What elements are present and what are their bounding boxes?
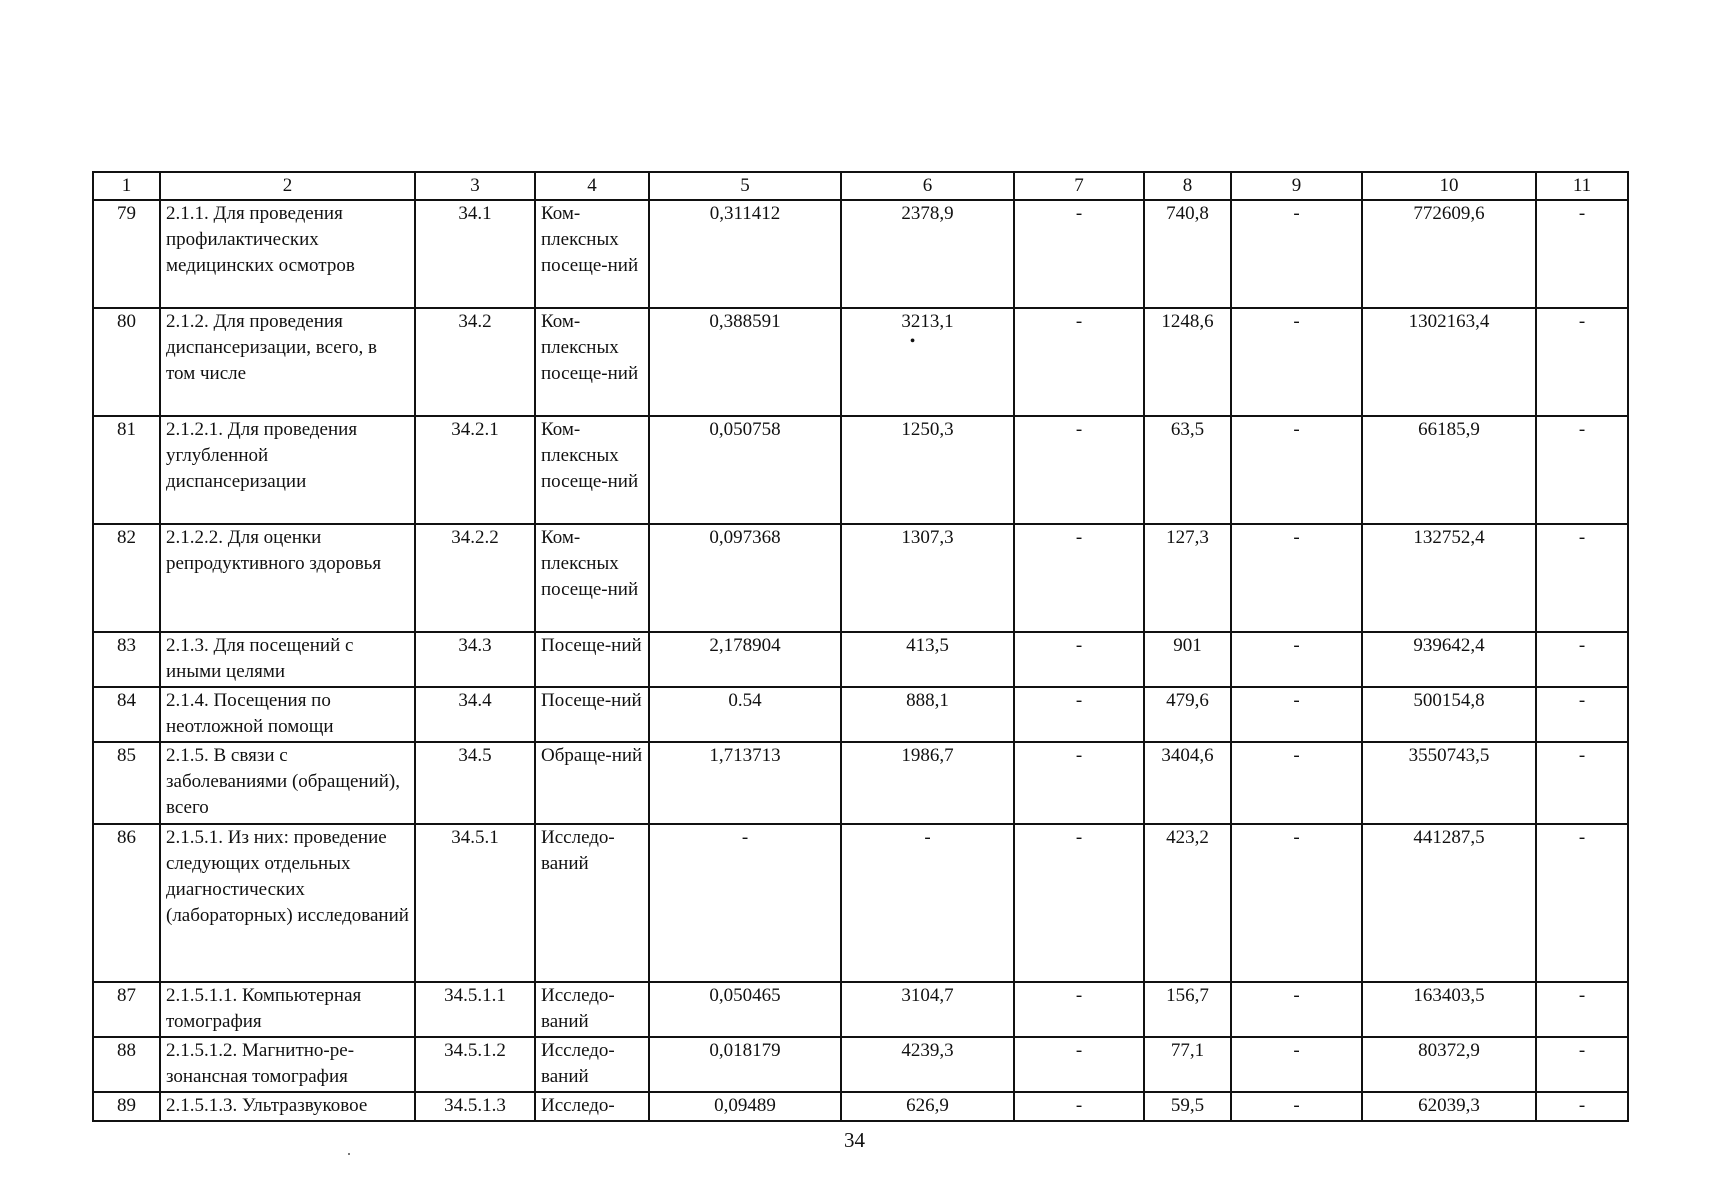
cell-col10: 441287,5 <box>1362 824 1536 982</box>
column-header: 3 <box>415 172 535 200</box>
row-unit: Исследо-ваний <box>535 982 649 1037</box>
cell-col10: 62039,3 <box>1362 1092 1536 1121</box>
data-table <box>92 171 1629 1122</box>
row-number: 88 <box>93 1037 160 1092</box>
column-header: 8 <box>1144 172 1231 200</box>
column-header: 6 <box>841 172 1014 200</box>
cell-col7: - <box>1014 200 1144 308</box>
row-unit: Исследо-ваний <box>535 1037 649 1092</box>
cell-col11: - <box>1536 687 1628 742</box>
cell-col10: 3550743,5 <box>1362 742 1536 824</box>
cell-col6: 1307,3 <box>841 524 1014 632</box>
cell-col10: 66185,9 <box>1362 416 1536 524</box>
cell-col11: - <box>1536 1092 1628 1121</box>
cell-col10: 80372,9 <box>1362 1037 1536 1092</box>
cell-col10: 163403,5 <box>1362 982 1536 1037</box>
column-header: 2 <box>160 172 415 200</box>
row-number: 89 <box>93 1092 160 1121</box>
cell-col6: 626,9 <box>841 1092 1014 1121</box>
row-code: 34.5.1.1 <box>415 982 535 1037</box>
cell-col7: - <box>1014 308 1144 416</box>
cell-col10: 939642,4 <box>1362 632 1536 687</box>
row-name: 2.1.5. В связи с заболеваниями (обращений), всего <box>160 742 415 824</box>
row-unit: Посеще-ний <box>535 687 649 742</box>
column-header: 9 <box>1231 172 1362 200</box>
cell-col7: - <box>1014 632 1144 687</box>
row-name: 2.1.2.2. Для оценки репродуктивного здоровья <box>160 524 415 632</box>
row-number: 81 <box>93 416 160 524</box>
cell-col5: 2,178904 <box>649 632 841 687</box>
row-name: 2.1.1. Для проведения профилактических медицинских осмотров <box>160 200 415 308</box>
table-row <box>93 982 1628 1037</box>
cell-col9: - <box>1231 416 1362 524</box>
table-row <box>93 632 1628 687</box>
cell-col11: - <box>1536 824 1628 982</box>
cell-col7: - <box>1014 1037 1144 1092</box>
cell-col6: 1250,3 <box>841 416 1014 524</box>
cell-col8: 1248,6 <box>1144 308 1231 416</box>
row-unit: Ком-плексных посеще-ний <box>535 308 649 416</box>
row-code: 34.2.2 <box>415 524 535 632</box>
row-name: 2.1.5.1.3. Ультразвуковое <box>160 1092 415 1121</box>
cell-col8: 63,5 <box>1144 416 1231 524</box>
table-row <box>93 524 1628 632</box>
cell-col11: - <box>1536 524 1628 632</box>
row-name: 2.1.5.1.1. Компьютерная томография <box>160 982 415 1037</box>
row-name: 2.1.5.1. Из них: проведение следующих отдельных диагностических (лабораторных) исследований <box>160 824 415 982</box>
row-unit: Посеще-ний <box>535 632 649 687</box>
row-number: 79 <box>93 200 160 308</box>
header-row <box>93 172 1628 200</box>
cell-col11: - <box>1536 1037 1628 1092</box>
cell-col8: 77,1 <box>1144 1037 1231 1092</box>
cell-col9: - <box>1231 1092 1362 1121</box>
cell-col8: 3404,6 <box>1144 742 1231 824</box>
row-code: 34.3 <box>415 632 535 687</box>
row-code: 34.5.1.3 <box>415 1092 535 1121</box>
row-number: 87 <box>93 982 160 1037</box>
cell-col7: - <box>1014 416 1144 524</box>
stray-dot: • <box>909 333 916 350</box>
table-row <box>93 742 1628 824</box>
row-name: 2.1.2.1. Для проведения углубленной диспансеризации <box>160 416 415 524</box>
cell-col8: 423,2 <box>1144 824 1231 982</box>
cell-col8: 479,6 <box>1144 687 1231 742</box>
row-unit: Ком-плексных посеще-ний <box>535 200 649 308</box>
row-code: 34.2 <box>415 308 535 416</box>
cell-col8: 156,7 <box>1144 982 1231 1037</box>
column-header: 5 <box>649 172 841 200</box>
row-unit: Исследо-ваний <box>535 824 649 982</box>
row-code: 34.5.1 <box>415 824 535 982</box>
column-header: 7 <box>1014 172 1144 200</box>
cell-col11: - <box>1536 742 1628 824</box>
cell-col9: - <box>1231 982 1362 1037</box>
cell-col6 <box>841 308 1014 416</box>
column-header: 11 <box>1536 172 1628 200</box>
cell-col7: - <box>1014 1092 1144 1121</box>
cell-col5: 1,713713 <box>649 742 841 824</box>
row-unit: Ком-плексных посеще-ний <box>535 416 649 524</box>
cell-col10: 500154,8 <box>1362 687 1536 742</box>
cell-col6: 2378,9 <box>841 200 1014 308</box>
cell-col6-value: 3213,1 <box>901 311 954 332</box>
cell-col9: - <box>1231 824 1362 982</box>
cell-col5: 0,097368 <box>649 524 841 632</box>
row-name: 2.1.2. Для проведения диспансеризации, всего, в том числе <box>160 308 415 416</box>
column-header: 10 <box>1362 172 1536 200</box>
cell-col9: - <box>1231 687 1362 742</box>
cell-col6: - <box>841 824 1014 982</box>
page-number: 34 <box>844 1128 865 1152</box>
cell-col5: 0,018179 <box>649 1037 841 1092</box>
cell-col11: - <box>1536 308 1628 416</box>
cell-col11: - <box>1536 416 1628 524</box>
cell-col8: 740,8 <box>1144 200 1231 308</box>
row-code: 34.5 <box>415 742 535 824</box>
row-number: 84 <box>93 687 160 742</box>
cell-col8: 59,5 <box>1144 1092 1231 1121</box>
cell-col8: 901 <box>1144 632 1231 687</box>
row-code: 34.4 <box>415 687 535 742</box>
cell-col7: - <box>1014 687 1144 742</box>
table-row <box>93 200 1628 308</box>
cell-col9: - <box>1231 200 1362 308</box>
row-number: 83 <box>93 632 160 687</box>
cell-col6: 1986,7 <box>841 742 1014 824</box>
cell-col9: - <box>1231 308 1362 416</box>
table-row <box>93 308 1628 416</box>
cell-col5: 0,311412 <box>649 200 841 308</box>
cell-col6: 4239,3 <box>841 1037 1014 1092</box>
row-number: 85 <box>93 742 160 824</box>
cell-col5: 0,09489 <box>649 1092 841 1121</box>
row-name: 2.1.4. Посещения по неотложной помощи <box>160 687 415 742</box>
cell-col6: 413,5 <box>841 632 1014 687</box>
cell-col5: - <box>649 824 841 982</box>
scan-speck <box>348 1153 350 1155</box>
cell-col10: 1302163,4 <box>1362 308 1536 416</box>
row-number: 86 <box>93 824 160 982</box>
row-unit: Обраще-ний <box>535 742 649 824</box>
table-row <box>93 416 1628 524</box>
cell-col9: - <box>1231 1037 1362 1092</box>
cell-col9: - <box>1231 524 1362 632</box>
cell-col7: - <box>1014 982 1144 1037</box>
cell-col11: - <box>1536 982 1628 1037</box>
cell-col10: 132752,4 <box>1362 524 1536 632</box>
cell-col11: - <box>1536 632 1628 687</box>
cell-col10: 772609,6 <box>1362 200 1536 308</box>
cell-col6: 888,1 <box>841 687 1014 742</box>
cell-col8: 127,3 <box>1144 524 1231 632</box>
table-row <box>93 1092 1628 1121</box>
cell-col7: - <box>1014 742 1144 824</box>
cell-col6: 3104,7 <box>841 982 1014 1037</box>
row-unit: Исследо- <box>535 1092 649 1121</box>
cell-col5: 0,050758 <box>649 416 841 524</box>
table-row <box>93 687 1628 742</box>
cell-col9: - <box>1231 742 1362 824</box>
row-number: 82 <box>93 524 160 632</box>
row-code: 34.1 <box>415 200 535 308</box>
cell-col7: - <box>1014 524 1144 632</box>
column-header: 4 <box>535 172 649 200</box>
cell-col5: 0,388591 <box>649 308 841 416</box>
table-row <box>93 824 1628 982</box>
column-header: 1 <box>93 172 160 200</box>
row-number: 80 <box>93 308 160 416</box>
row-code: 34.2.1 <box>415 416 535 524</box>
cell-col7: - <box>1014 824 1144 982</box>
row-name: 2.1.3. Для посещений с иными целями <box>160 632 415 687</box>
row-name: 2.1.5.1.2. Магнитно-ре-зонансная томография <box>160 1037 415 1092</box>
cell-col5: 0,050465 <box>649 982 841 1037</box>
row-unit: Ком-плексных посеще-ний <box>535 524 649 632</box>
cell-col11: - <box>1536 200 1628 308</box>
cell-col5: 0.54 <box>649 687 841 742</box>
table-row <box>93 1037 1628 1092</box>
cell-col9: - <box>1231 632 1362 687</box>
row-code: 34.5.1.2 <box>415 1037 535 1092</box>
